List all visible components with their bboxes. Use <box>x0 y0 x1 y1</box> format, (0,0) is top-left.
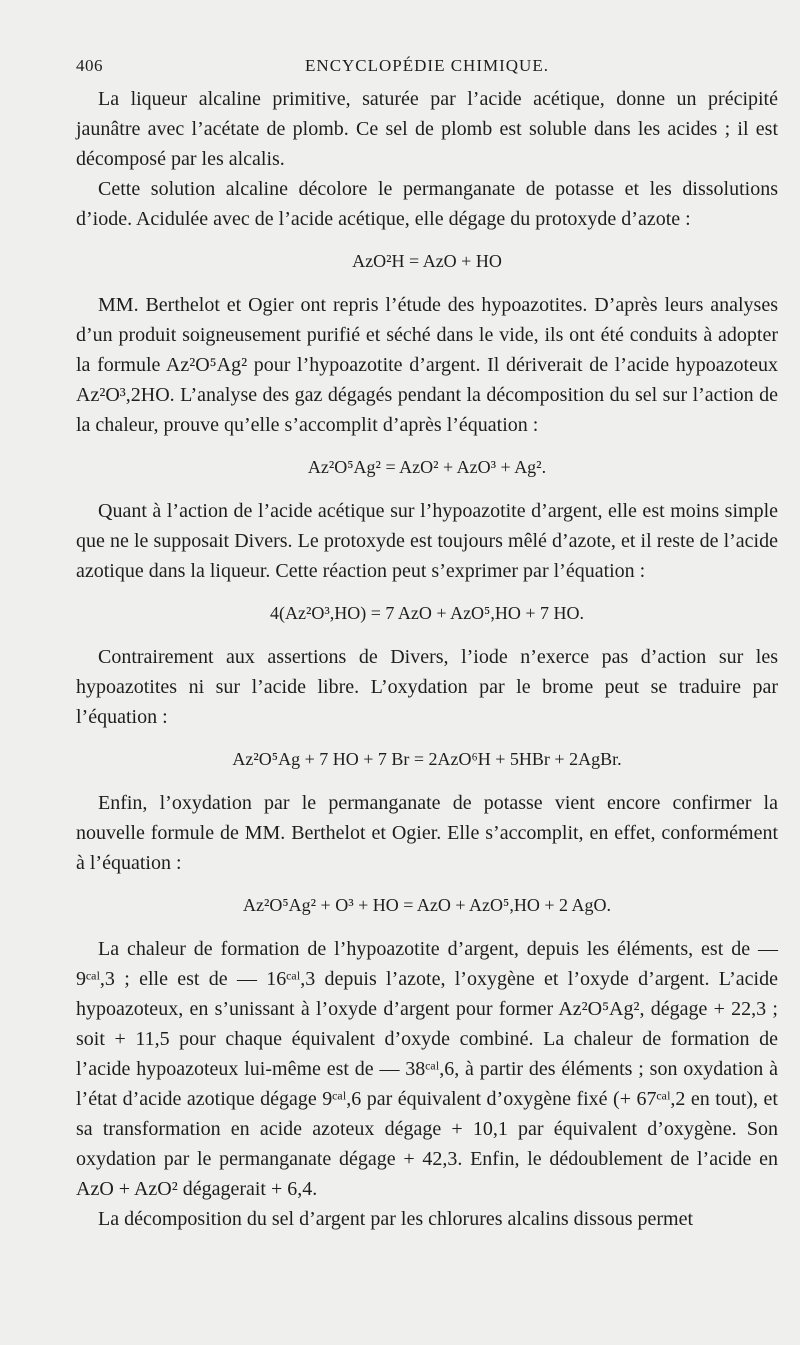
paragraph-2: Cette solution alcaline décolore le permanganate de potasse et les dissolutions d’iode. Acidulée avec de l’acide acétique, elle dégage du protoxyde d’azote : <box>76 178 778 230</box>
equation-5: Az²O⁵Ag² + O³ + HO = AzO + AzO⁵,HO + 2 AgO. <box>243 895 611 915</box>
paragraph-6: Enfin, l’oxydation par le permanganate de potasse vient encore confirmer la nouvelle formule de MM. Berthelot et Ogier. Elle s’accomplit, en effet, conformément à l’équation : <box>76 792 778 874</box>
paragraph-8: La décomposition du sel d’argent par les chlorures alcalins dissous permet <box>98 1208 694 1230</box>
equation-2: Az²O⁵Ag² = AzO² + AzO³ + Ag². <box>307 457 547 477</box>
paragraph-4: Quant à l’action de l’acide acétique sur l’hypoazotite d’argent, elle est moins simple que ne le supposait Divers. Le protoxyde est toujours mêlé d’azote, et il reste de l’acide azotique dans la liqueur. Cette réaction peut s’exprimer par l’équation : <box>76 500 778 582</box>
equation-3: 4(Az²O³,HO) = 7 AzO + AzO⁵,HO + 7 HO. <box>270 603 584 623</box>
page-number: 406 <box>76 56 103 75</box>
equation-1: AzO²H = AzO + HO <box>352 251 502 271</box>
body-text <box>76 84 778 1234</box>
paragraph-3: MM. Berthelot et Ogier ont repris l’étude des hypoazotites. D’après leurs analyses d’un produit soigneusement purifié et séché dans le vide, ils ont été conduits à adopter la formule Az²O⁵Ag² pour l’hypoazotite d’argent. Il dériverait de l’acide hypoazoteux Az²O³,2HO. L’analyse des gaz dégagés pendant la décomposition du sel sur l’action de la chaleur, prouve qu’elle s’accomplit d’après l’équation : <box>76 294 778 436</box>
paragraph-5: Contrairement aux assertions de Divers, l’iode n’exerce pas d’action sur les hypoazotites ni sur l’acide libre. L’oxydation par le brome peut se traduire par l’équation : <box>76 646 778 728</box>
equation-4: Az²O⁵Ag + 7 HO + 7 Br = 2AzO⁶H + 5HBr + 2AgBr. <box>232 749 622 769</box>
paragraph-7: La chaleur de formation de l’hypoazotite d’argent, depuis les éléments, est de — 9ᶜᵃˡ,3 ; elle est de — 16ᶜᵃˡ,3 depuis l’azote, l’oxygène et l’oxyde d’argent. L’acide hypoazoteux, en s’unissant à l’oxyde d’argent pour former Az²O⁵Ag², dégage + 22,3 ; soit + 11,5 pour chaque équivalent d’oxyde combiné. La chaleur de formation de l’acide hypoazoteux lui-même est de — 38ᶜᵃˡ,6, à partir des éléments ; son oxydation à l’état d’acide azotique dégage 9ᶜᵃˡ,6 par équivalent d’oxygène fixé (+ 67ᶜᵃˡ,2 en tout), et sa transformation en acide azoteux dégage + 10,1 par équivalent d’oxygène. Son oxydation par le permanganate dégage + 42,3. Enfin, le dédoublement de l’acide en AzO + AzO² dégagerait + 6,4. <box>76 938 778 1200</box>
running-head <box>76 48 778 74</box>
running-title: ENCYCLOPÉDIE CHIMIQUE. <box>305 56 549 75</box>
paragraph-1: La liqueur alcaline primitive, saturée par l’acide acétique, donne un précipité jaunâtre avec l’acétate de plomb. Ce sel de plomb est soluble dans les acides ; il est décomposé par les alcalis. <box>76 88 778 170</box>
